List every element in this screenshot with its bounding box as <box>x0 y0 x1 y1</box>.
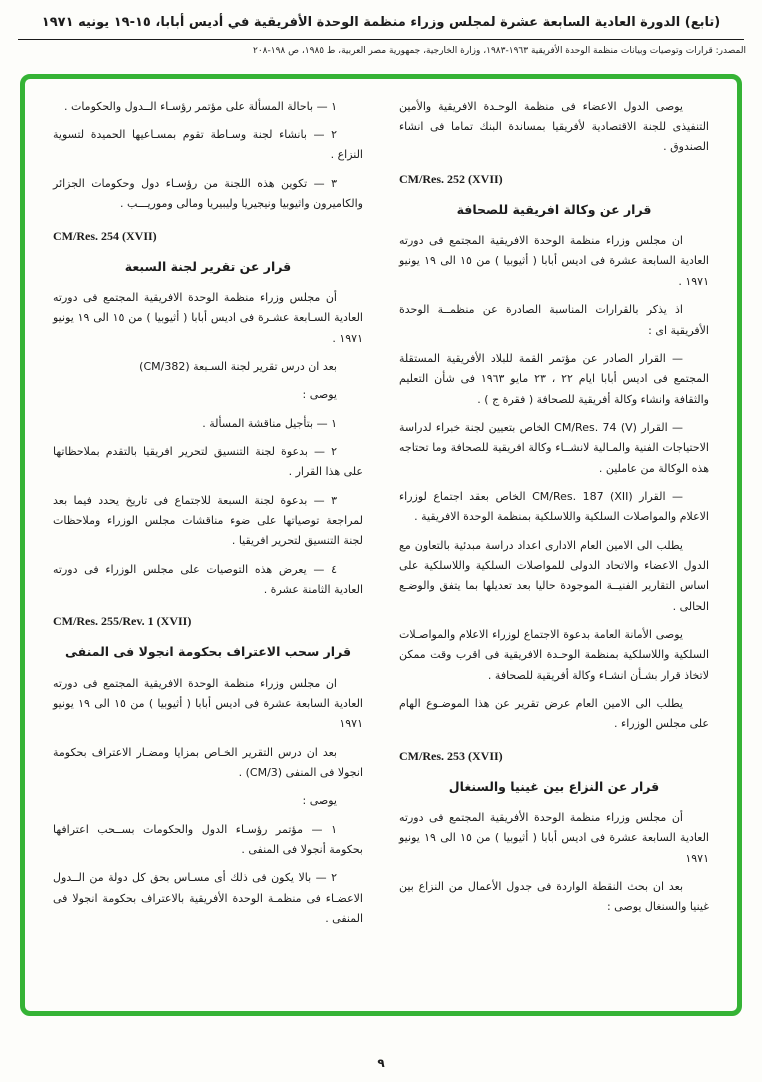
paragraph: يوصى : <box>302 388 337 402</box>
paragraph: ١ — مؤتمر رؤسـاء الدول والحكومات بســحب اعترافها بحكومة أنجولا فى المنفى . <box>53 822 363 856</box>
paragraph: — القرار CM/Res. 74 (V) الخاص بتعيين لجنة خبراء لدراسة الاحتياجات الفنية والمـالية لانشــاء وكالة افريقية للصحافة وما تحتاجه هذه الوكالة من عاملين . <box>399 420 709 475</box>
column-left <box>53 97 363 1005</box>
resolution-code: CM/Res. 253 (XVII) <box>399 748 503 763</box>
resolution-heading: قرار سحب الاعتراف بحكومة انجولا فى المنفى <box>64 644 352 660</box>
resolution-code: CM/Res. 255/Rev. 1 (XVII) <box>53 614 192 629</box>
paragraph: — القرار CM/Res. 187 (XII) الخاص بعقد اجتماع لوزراء الاعلام والمواصلات السلكية واللاسلكية بمنظمة الوحدة الافريقية . <box>399 489 709 524</box>
paragraph: أن مجلس وزراء منظمة الوحدة الافريقية المجتمع فى دورته العادية السـابعة عشـرة فى اديس أبابا ( أثيوبيا ) من ١٥ الى ١٩ يونيو ١٩٧١ . <box>53 290 363 345</box>
paragraph: ٤ — يعرض هذه التوصيات على مجلس الوزراء فى دورته العادية الثامنة عشرة . <box>53 562 363 596</box>
paragraph: ٣ — تكوين هذه اللجنة من رؤسـاء دول وحكومات الجزائر والكاميرون واثيوبيا ونيجيريا وليبيريا ومالى وموريـــب . <box>53 176 363 211</box>
paragraph: ان مجلس وزراء منظمة الوحدة الافريقية المجتمع فى دورته العادية السابعة عشرة فى اديس أبابا ( أثيوبيا ) من ١٥ الى ١٩ يونيو ١٩٧١ <box>53 676 363 731</box>
page-header <box>0 0 762 58</box>
paragraph: يطلب الى الامين العام الادارى اعداد دراسة مبدئية بالتعاون مع الدول الاعضاء والاتحاد الدولى للمواصلات السلكية واللاسلكية على اساس التقارير الفنيــة الموجودة حاليا بعد تعديلها بما يتفق والوضـع الحالى . <box>399 538 709 613</box>
paragraph: ٢ — بالا يكون فى ذلك أى مسـاس بحق كل دولة من الــدول الاعضـاء فى منظمـة الوحدة الأفريقية بالاعتراف بحكومة انجولا فى المنفى . <box>53 871 363 926</box>
header-title: (تابع) الدورة العادية السابعة عشرة لمجلس وزراء منظمة الوحدة الأفريقية في أديس أبابا، ١٥-١٩ يونيه ١٩٧١ <box>41 15 721 30</box>
page-number: ٩ <box>377 1056 385 1070</box>
resolution-code: CM/Res. 254 (XVII) <box>53 228 157 243</box>
paragraph: يوصى الأمانة العامة بدعوة الاجتماع لوزراء الاعلام والمواصـلات السلكية واللاسلكية بمنظمة الوحـدة الافريقية فى اقرب وقت ممكن لاتخاذ قرار بشـأن انشـاء وكالة أفريقية للصحافة . <box>399 627 709 682</box>
resolution-heading: قرار عن تقرير لجنة السبعة <box>124 258 292 274</box>
paragraph: بعد ان بحث النقطة الواردة فى جدول الأعمال من النزاع بين غينيا والسنغال يوصى : <box>399 880 709 914</box>
paragraph: ٢ — بانشاء لجنة وسـاطة تقوم بمسـاعيها الحميدة لتسوية النزاع . <box>53 128 363 162</box>
paragraph: أن مجلس وزراء منظمة الوحدة الأفريقية المجتمع فى دورته العادية السابعة عشرة فى اديس أبابا ( أثيوبيا ) من ١٥ الى ١٩ يونيو ١٩٧١ <box>399 811 709 865</box>
paragraph: ٣ — بدعوة لجنة السبعة للاجتماع فى تاريخ يحدد فيما بعد لمراجعة توصياتها على ضوء مناقشات مجلس الوزراء وملاحظات لجنة التنسيق لتحرير افريقيا . <box>53 493 363 548</box>
column-right <box>399 97 709 1005</box>
paragraph: بعد ان درس تقرير لجنة السـبعة (CM/382) <box>139 359 337 373</box>
paragraph: ١ — بتأجيل مناقشة المسألة . <box>202 416 337 430</box>
header-source: المصدر: قرارات وتوصيات وبيانات منظمة الوحدة الأفريقية ١٩٦٣-١٩٨٣، وزارة الخارجية، جمهورية مصر العربية، ط ١٩٨٥، ص ١٩٨-٢٠٨ <box>253 46 746 57</box>
paragraph: يطلب الى الامين العام عرض تقرير عن هذا الموضـوع الهام على مجلس الوزراء . <box>399 697 709 731</box>
paragraph: ان مجلس وزراء منظمة الوحدة الافريقية المجتمع فى دورته العادية السابعة عشرة فى اديس أبابا ( أثيوبيا ) من ١٥ الى ١٩ يونيو ١٩٧١ . <box>399 234 709 288</box>
paragraph: يوصى : <box>302 794 337 808</box>
paragraph: اذ يذكر بالقرارات المناسبة الصادرة عن منظمــة الوحدة الأفريقية اى : <box>399 303 709 337</box>
resolution-code: CM/Res. 252 (XVII) <box>399 171 503 186</box>
content-border-box <box>20 74 742 1016</box>
paragraph: ٢ — بدعوة لجنة التنسيق لتحرير افريقيا بالتقدم بملاحظاتها على هذا القرار . <box>53 444 363 479</box>
paragraph: يوصى الدول الاعضاء فى منظمة الوحـدة الافريقية والأمين التنفيذى للجنة الاقتصادية لأفريقيا بمساندة البنك تماما فى انشاء الصندوق . <box>399 99 709 154</box>
two-column-layout <box>53 97 709 1005</box>
header-divider <box>18 39 744 40</box>
paragraph: بعد ان درس التقرير الخـاص بمزايا ومضـار الاعتراف بحكومة انجولا فى المنفى (CM/3) . <box>53 745 363 779</box>
paragraph: ١ — باحالة المسألة على مؤتمر رؤسـاء الــدول والحكومات . <box>63 99 337 113</box>
paragraph: — القرار الصادر عن مؤتمر القمة للبلاد الأفريقية المستقلة المجتمع فى اديس أبابا ايام ٢٢ ، ٢٣ مايو ١٩٦٣ فى شأن التعليم والثقافة وانشاء وكالة أفريقية للصحافة ( فقرة ج ) . <box>399 351 709 406</box>
resolution-heading: قرار عن وكالة افريقية للصحافة <box>456 202 652 217</box>
resolution-heading: قرار عن النزاع بين غينيا والسنغال <box>448 778 660 794</box>
